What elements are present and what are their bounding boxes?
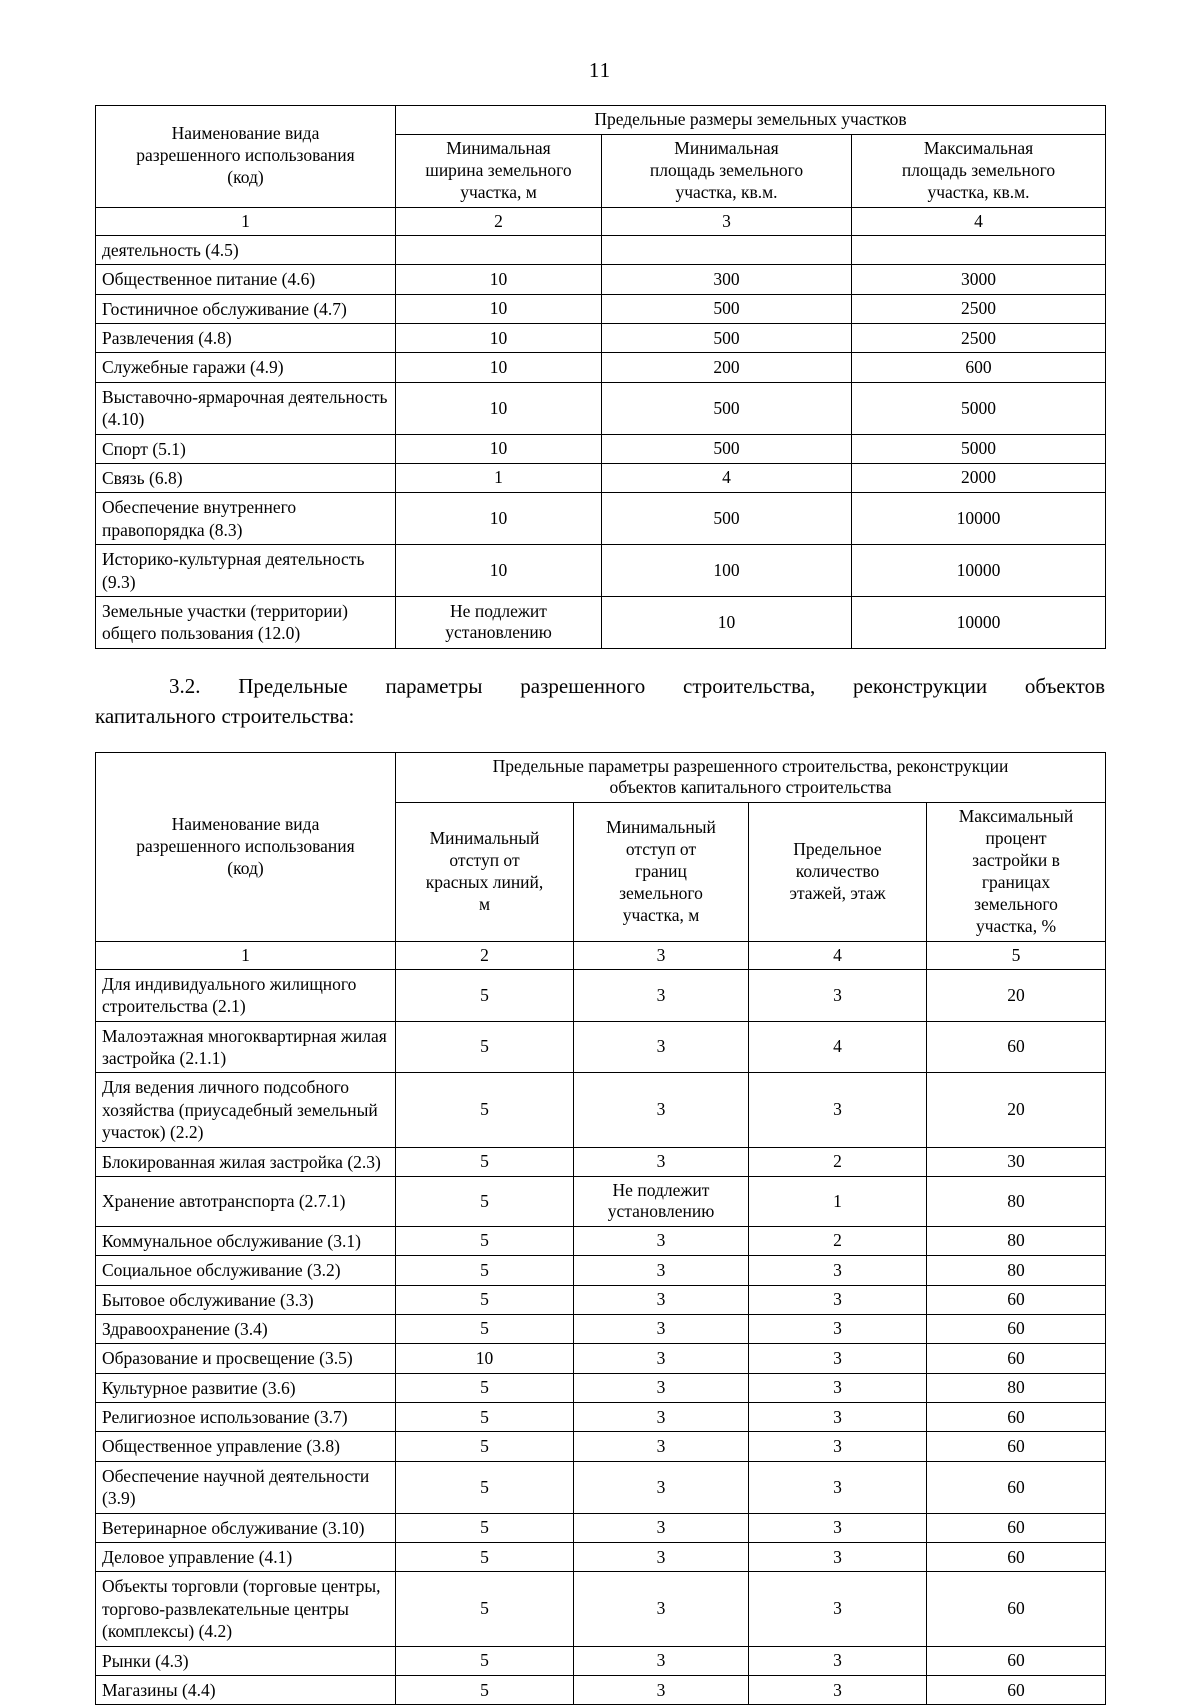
row-value-c4: 5000: [852, 434, 1106, 463]
row-value-c3: 3: [574, 1147, 749, 1176]
page-content: [95, 105, 1105, 1705]
row-value-c2: 5: [396, 1373, 574, 1402]
row-value-c4: 600: [852, 353, 1106, 382]
row-value-c3: 3: [574, 1543, 749, 1572]
row-value-c2: 10: [396, 265, 602, 294]
table1-col4-line3: участка, кв.м.: [927, 181, 1030, 202]
table-row: [96, 294, 1106, 323]
table2-col3-line4: земельного: [619, 882, 703, 903]
row-value-c4: 3: [749, 1314, 927, 1343]
table-row: [96, 1543, 1106, 1572]
row-value-c3: 200: [602, 353, 852, 382]
row-value-c4: 2500: [852, 324, 1106, 353]
row-value-c2: 10: [396, 545, 602, 597]
row-value-c4: 3: [749, 1513, 927, 1542]
row-value-c5: 30: [927, 1147, 1106, 1176]
table2-col3-line5: участка, м: [622, 904, 700, 925]
table1-col2-line2: ширина земельного: [425, 159, 572, 180]
table2-col5-line3: застройки в: [972, 850, 1060, 871]
row-value-c3: 3: [574, 1344, 749, 1373]
table1-header-row-1: [96, 106, 1106, 135]
table1-col2-header: [396, 134, 602, 207]
table-row: [96, 235, 1106, 264]
table1-col2-line1: Минимальная: [446, 137, 551, 158]
table1-col1-line2: разрешенного использования: [136, 145, 355, 166]
row-use-type-name: Выставочно-ярмарочная деятельность (4.10): [96, 382, 396, 434]
row-use-type-name: Бытовое обслуживание (3.3): [96, 1285, 396, 1314]
row-use-type-name: Общественное управление (3.8): [96, 1432, 396, 1461]
row-value-c3: 300: [602, 265, 852, 294]
row-value-c4: 3: [749, 1675, 927, 1704]
table-row: [96, 1646, 1106, 1675]
row-value-c5: 80: [927, 1373, 1106, 1402]
table2-num-1: 1: [96, 941, 396, 969]
table2-col5-header: [927, 803, 1106, 941]
table1-col1-line3: (код): [227, 167, 264, 188]
row-use-type-name: Связь (6.8): [96, 463, 396, 492]
row-value-c3: 3: [574, 1021, 749, 1073]
row-value-c2: 5: [396, 1256, 574, 1285]
row-value-c2: 5: [396, 969, 574, 1021]
row-value-c3: 3: [574, 1373, 749, 1402]
table1-col4-header: [852, 134, 1106, 207]
table-row: [96, 1344, 1106, 1373]
row-value-c4: 5000: [852, 382, 1106, 434]
table1-col3-line3: участка, кв.м.: [675, 181, 778, 202]
row-value-c4: 10000: [852, 493, 1106, 545]
row-use-type-name: Объекты торговли (торговые центры, торгово-развлекательные центры (комплексы) (4.2): [96, 1572, 396, 1646]
row-use-type-name: Малоэтажная многоквартирная жилая застройка (2.1.1): [96, 1021, 396, 1073]
row-value-c5: 60: [927, 1403, 1106, 1432]
row-value-c2: 5: [396, 1432, 574, 1461]
row-use-type-name: Хранение автотранспорта (2.7.1): [96, 1177, 396, 1227]
table-row: [96, 1256, 1106, 1285]
table-row: [96, 382, 1106, 434]
table1-col1-line1: Наименование вида: [171, 123, 320, 144]
table-row: [96, 493, 1106, 545]
table-row: [96, 1572, 1106, 1646]
table1-col3-line2: площадь земельного: [649, 159, 804, 180]
table2-num-5: 5: [927, 941, 1106, 969]
table2-col4-header: [749, 803, 927, 941]
row-use-type-name: Рынки (4.3): [96, 1646, 396, 1675]
table2-col5-line2: процент: [985, 828, 1047, 849]
row-value-c4: 2000: [852, 463, 1106, 492]
row-value-c4: 3: [749, 1285, 927, 1314]
table-row: [96, 545, 1106, 597]
table2-col5-line4: границах: [981, 871, 1051, 892]
row-value-c3: [602, 235, 852, 264]
table-row: [96, 1461, 1106, 1513]
row-use-type-name: Ветеринарное обслуживание (3.10): [96, 1513, 396, 1542]
row-value-c5: 60: [927, 1314, 1106, 1343]
row-use-type-name: Гостиничное обслуживание (4.7): [96, 294, 396, 323]
table2-col2-line3: красных линий,: [425, 871, 544, 892]
table2-body: [96, 969, 1106, 1704]
row-value-c4: 2: [749, 1226, 927, 1255]
row-value-c4: 3000: [852, 265, 1106, 294]
row-value-c2: 5: [396, 1021, 574, 1073]
table2-col5-line6: участка, %: [975, 915, 1057, 936]
row-value-c4: 3: [749, 969, 927, 1021]
row-use-type-name: Развлечения (4.8): [96, 324, 396, 353]
row-value-c2: 5: [396, 1461, 574, 1513]
row-value-c3: 500: [602, 382, 852, 434]
table2-col2-line4: м: [478, 893, 491, 914]
table1-col3-line1: Минимальная: [674, 137, 779, 158]
row-value-c3: 500: [602, 434, 852, 463]
row-value-c3: 3: [574, 1572, 749, 1646]
table2-col2-header: [396, 803, 574, 941]
row-value-c2: 5: [396, 1226, 574, 1255]
row-value-c3: 3: [574, 1285, 749, 1314]
row-value-c4: 2500: [852, 294, 1106, 323]
row-value-c3: 3: [574, 1646, 749, 1675]
row-value-c2: 5: [396, 1646, 574, 1675]
table2-col4-line2: количество: [795, 861, 880, 882]
row-use-type-name: Социальное обслуживание (3.2): [96, 1256, 396, 1285]
page-number: 11: [588, 58, 612, 82]
row-use-type-name: Коммунальное обслуживание (3.1): [96, 1226, 396, 1255]
row-value-c5: 80: [927, 1256, 1106, 1285]
row-use-type-name: Блокированная жилая застройка (2.3): [96, 1147, 396, 1176]
table-row: [96, 324, 1106, 353]
row-value-c3: 3: [574, 1432, 749, 1461]
table2-col2-line1: Минимальный: [429, 828, 540, 849]
paragraph-3-2-line2: капитального строительства:: [95, 704, 355, 729]
table-row: [96, 463, 1106, 492]
table2-col4-line3: этажей, этаж: [789, 882, 886, 903]
row-value-c3: 3: [574, 1461, 749, 1513]
table2-col5-line1: Максимальный: [958, 806, 1074, 827]
row-value-c3: 3: [574, 1073, 749, 1147]
row-value-c2: 5: [396, 1147, 574, 1176]
row-use-type-name: Образование и просвещение (3.5): [96, 1344, 396, 1373]
row-value-c4: 10000: [852, 596, 1106, 648]
row-value-c5: 60: [927, 1021, 1106, 1073]
row-value-c5: 60: [927, 1543, 1106, 1572]
row-value-c4: 3: [749, 1543, 927, 1572]
table-row: [96, 1675, 1106, 1704]
table2-col3-line2: отступ от: [625, 839, 697, 860]
table1-num-1: 1: [96, 207, 396, 235]
table1-num-3: 3: [602, 207, 852, 235]
row-value-c3: 500: [602, 294, 852, 323]
row-value-c5: 20: [927, 969, 1106, 1021]
row-value-c2: 10: [396, 1344, 574, 1373]
table-row: [96, 596, 1106, 648]
row-value-c3: 3: [574, 1226, 749, 1255]
table1-col3-header: [602, 134, 852, 207]
row-value-c2: 5: [396, 1572, 574, 1646]
row-value-c5: 60: [927, 1432, 1106, 1461]
row-use-type-name: Служебные гаражи (4.9): [96, 353, 396, 382]
table-row: [96, 1021, 1106, 1073]
table1-num-4: 4: [852, 207, 1106, 235]
table2-number-row: [96, 941, 1106, 969]
table-row: [96, 434, 1106, 463]
paragraph-3-2-line1: 3.2. Предельные параметры разрешенного строительства, реконструкции объектов: [169, 673, 1105, 698]
table2-col4-line1: Предельное: [793, 839, 882, 860]
paragraph-3-2: [95, 671, 1105, 732]
table1-body: [96, 235, 1106, 648]
row-use-type-name: Здравоохранение (3.4): [96, 1314, 396, 1343]
row-value-c2: 10: [396, 294, 602, 323]
row-value-c2: 10: [396, 324, 602, 353]
row-value-c5: 80: [927, 1177, 1106, 1227]
table1-group-header: Предельные размеры земельных участков: [396, 106, 1106, 135]
table-row: [96, 1285, 1106, 1314]
table1-col1-header: [96, 106, 396, 208]
row-value-c5: 60: [927, 1461, 1106, 1513]
row-value-c4: 4: [749, 1021, 927, 1073]
table2-group-header-line1: Предельные параметры разрешенного строительства, реконструкции: [492, 755, 1009, 776]
row-value-c3: 500: [602, 324, 852, 353]
table-row: [96, 969, 1106, 1021]
table1-col4-line1: Максимальная: [923, 137, 1034, 158]
row-value-c4: 3: [749, 1432, 927, 1461]
row-value-c4: 10000: [852, 545, 1106, 597]
table2-num-3: 3: [574, 941, 749, 969]
table-row: [96, 1177, 1106, 1227]
table2-col3-line3: границ: [635, 861, 687, 882]
row-value-c2: [396, 235, 602, 264]
row-use-type-name: Религиозное использование (3.7): [96, 1403, 396, 1432]
row-value-c5: 60: [927, 1285, 1106, 1314]
table2-num-4: 4: [749, 941, 927, 969]
table-row: [96, 1226, 1106, 1255]
table-row: [96, 1513, 1106, 1542]
table2-num-2: 2: [396, 941, 574, 969]
land-plot-sizes-table: [95, 105, 1106, 649]
table1-col2-line3: участка, м: [460, 181, 537, 202]
table2-col3-line1: Минимальный: [606, 817, 716, 838]
row-value-c2: 1: [396, 463, 602, 492]
row-value-c3: 500: [602, 493, 852, 545]
row-value-c4: 3: [749, 1461, 927, 1513]
row-use-type-name: Для индивидуального жилищного строительства (2.1): [96, 969, 396, 1021]
row-value-c4: 3: [749, 1256, 927, 1285]
row-value-c2: 5: [396, 1314, 574, 1343]
table-row: [96, 1314, 1106, 1343]
table1-head: [96, 106, 1106, 236]
table2-col3-header: [574, 803, 749, 941]
row-value-c2: 5: [396, 1403, 574, 1432]
table2-col1-line3: (код): [227, 857, 264, 878]
row-value-c5: 60: [927, 1646, 1106, 1675]
table1-number-row: [96, 207, 1106, 235]
table-row: [96, 1373, 1106, 1402]
row-value-c4: 3: [749, 1403, 927, 1432]
row-value-c2: 5: [396, 1513, 574, 1542]
table1-num-2: 2: [396, 207, 602, 235]
row-value-c5: 60: [927, 1572, 1106, 1646]
table2-group-header: [396, 752, 1106, 803]
row-use-type-name: Обеспечение внутреннего правопорядка (8.3): [96, 493, 396, 545]
table2-head: [96, 752, 1106, 969]
row-use-type-name: Спорт (5.1): [96, 434, 396, 463]
table2-col5-line5: земельного: [974, 893, 1058, 914]
row-value-c4: 2: [749, 1147, 927, 1176]
table-row: [96, 1432, 1106, 1461]
table-row: [96, 1073, 1106, 1147]
row-value-c3: 3: [574, 1675, 749, 1704]
table2-col2-line2: отступ от: [449, 850, 520, 871]
row-value-c2: 5: [396, 1073, 574, 1147]
table2-col1-line1: Наименование вида: [171, 813, 320, 834]
row-value-c5: 60: [927, 1344, 1106, 1373]
row-value-c2: Не подлежит установлению: [396, 596, 602, 648]
row-value-c3: 10: [602, 596, 852, 648]
row-value-c2: 10: [396, 353, 602, 382]
table2-col1-line2: разрешенного использования: [136, 835, 355, 856]
row-value-c5: 60: [927, 1675, 1106, 1704]
row-use-type-name: деятельность (4.5): [96, 235, 396, 264]
row-value-c2: 5: [396, 1675, 574, 1704]
row-use-type-name: Историко-культурная деятельность (9.3): [96, 545, 396, 597]
row-use-type-name: Магазины (4.4): [96, 1675, 396, 1704]
row-value-c3: 100: [602, 545, 852, 597]
row-value-c2: 10: [396, 434, 602, 463]
row-value-c4: 1: [749, 1177, 927, 1227]
row-value-c5: 60: [927, 1513, 1106, 1542]
row-value-c2: 10: [396, 493, 602, 545]
row-value-c3: 3: [574, 969, 749, 1021]
row-use-type-name: Культурное развитие (3.6): [96, 1373, 396, 1402]
row-use-type-name: Для ведения личного подсобного хозяйства (приусадебный земельный участок) (2.2): [96, 1073, 396, 1147]
row-use-type-name: Деловое управление (4.1): [96, 1543, 396, 1572]
row-use-type-name: Обеспечение научной деятельности (3.9): [96, 1461, 396, 1513]
construction-parameters-table: [95, 752, 1106, 1705]
row-use-type-name: Общественное питание (4.6): [96, 265, 396, 294]
row-value-c3: 3: [574, 1513, 749, 1542]
row-value-c3: 3: [574, 1314, 749, 1343]
table2-header-row-1: [96, 752, 1106, 803]
row-value-c4: 3: [749, 1344, 927, 1373]
row-value-c3: 3: [574, 1256, 749, 1285]
table-row: [96, 265, 1106, 294]
table-row: [96, 1147, 1106, 1176]
row-value-c5: 80: [927, 1226, 1106, 1255]
table2-col1-header: [96, 752, 396, 941]
row-value-c2: 5: [396, 1177, 574, 1227]
row-value-c4: 3: [749, 1572, 927, 1646]
row-value-c2: 5: [396, 1285, 574, 1314]
table1-col4-line2: площадь земельного: [901, 159, 1056, 180]
row-value-c2: 10: [396, 382, 602, 434]
row-value-c3: Не подлежит установлению: [574, 1177, 749, 1227]
table-row: [96, 353, 1106, 382]
row-use-type-name: Земельные участки (территории) общего пользования (12.0): [96, 596, 396, 648]
row-value-c3: 3: [574, 1403, 749, 1432]
row-value-c3: 4: [602, 463, 852, 492]
row-value-c4: 3: [749, 1373, 927, 1402]
row-value-c4: [852, 235, 1106, 264]
row-value-c4: 3: [749, 1646, 927, 1675]
row-value-c5: 20: [927, 1073, 1106, 1147]
table2-group-header-line2: объектов капитального строительства: [609, 777, 892, 798]
row-value-c4: 3: [749, 1073, 927, 1147]
table-row: [96, 1403, 1106, 1432]
row-value-c2: 5: [396, 1543, 574, 1572]
